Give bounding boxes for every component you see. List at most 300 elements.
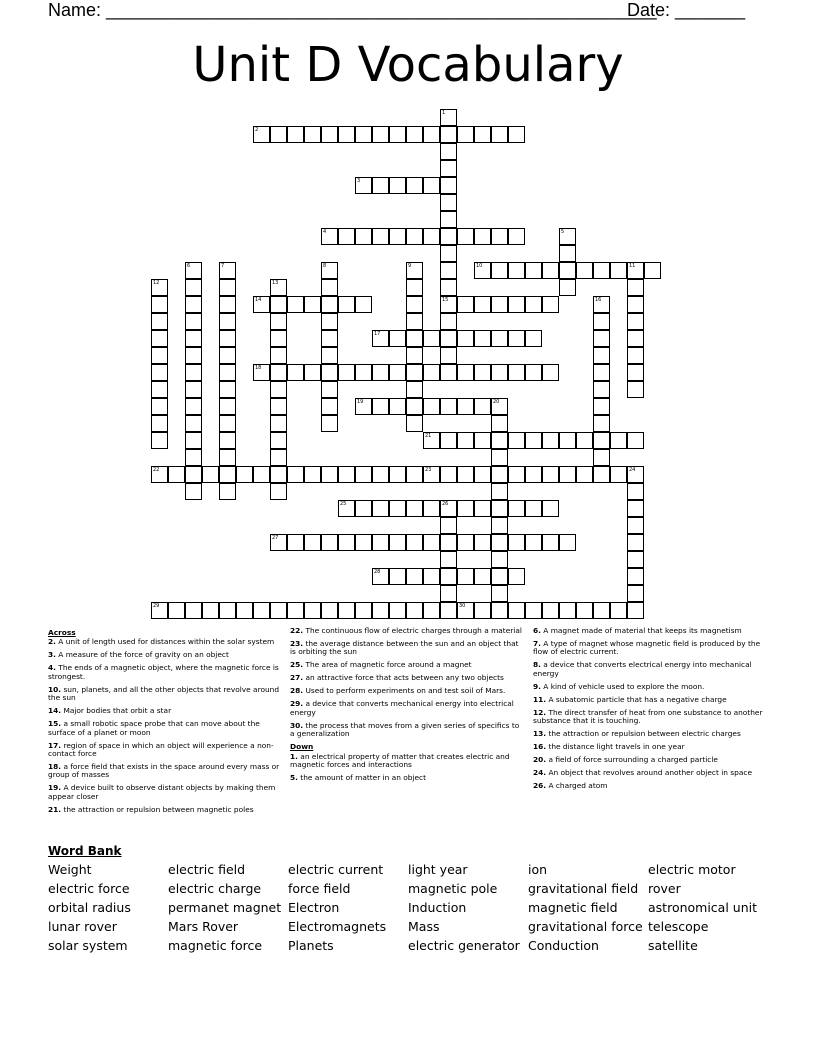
grid-cell[interactable] [474, 432, 491, 449]
grid-cell[interactable] [559, 245, 576, 262]
grid-cell[interactable] [440, 160, 457, 177]
grid-cell[interactable] [321, 279, 338, 296]
grid-cell[interactable] [491, 262, 508, 279]
grid-cell[interactable] [185, 483, 202, 500]
grid-cell[interactable] [372, 126, 389, 143]
grid-cell[interactable] [270, 296, 287, 313]
grid-cell[interactable] [338, 602, 355, 619]
grid-cell[interactable] [321, 228, 338, 245]
grid-cell[interactable] [627, 534, 644, 551]
grid-cell[interactable] [627, 330, 644, 347]
grid-cell[interactable] [491, 228, 508, 245]
grid-cell[interactable] [440, 347, 457, 364]
grid-cell[interactable] [406, 534, 423, 551]
grid-cell[interactable] [151, 313, 168, 330]
grid-cell[interactable] [270, 313, 287, 330]
grid-cell[interactable] [559, 432, 576, 449]
grid-cell[interactable] [508, 228, 525, 245]
grid-cell[interactable] [627, 364, 644, 381]
grid-cell[interactable] [542, 466, 559, 483]
grid-cell[interactable] [219, 466, 236, 483]
grid-cell[interactable] [440, 568, 457, 585]
grid-cell[interactable] [151, 432, 168, 449]
grid-cell[interactable] [457, 364, 474, 381]
grid-cell[interactable] [457, 296, 474, 313]
grid-cell[interactable] [627, 585, 644, 602]
grid-cell[interactable] [457, 534, 474, 551]
grid-cell[interactable] [185, 313, 202, 330]
grid-cell[interactable] [593, 364, 610, 381]
grid-cell[interactable] [593, 398, 610, 415]
grid-cell[interactable] [559, 602, 576, 619]
grid-cell[interactable] [491, 432, 508, 449]
grid-cell[interactable] [185, 449, 202, 466]
grid-cell[interactable] [202, 602, 219, 619]
grid-cell[interactable] [440, 126, 457, 143]
grid-cell[interactable] [508, 466, 525, 483]
grid-cell[interactable] [457, 500, 474, 517]
grid-cell[interactable] [338, 500, 355, 517]
grid-cell[interactable] [525, 296, 542, 313]
grid-cell[interactable] [627, 602, 644, 619]
grid-cell[interactable] [627, 313, 644, 330]
grid-cell[interactable] [168, 602, 185, 619]
grid-cell[interactable] [491, 551, 508, 568]
grid-cell[interactable] [185, 262, 202, 279]
grid-cell[interactable] [338, 466, 355, 483]
grid-cell[interactable] [559, 228, 576, 245]
grid-cell[interactable] [389, 228, 406, 245]
grid-cell[interactable] [406, 330, 423, 347]
grid-cell[interactable] [389, 398, 406, 415]
grid-cell[interactable] [321, 398, 338, 415]
grid-cell[interactable] [406, 126, 423, 143]
grid-cell[interactable] [304, 466, 321, 483]
grid-cell[interactable] [542, 364, 559, 381]
grid-cell[interactable] [270, 398, 287, 415]
grid-cell[interactable] [151, 415, 168, 432]
grid-cell[interactable] [542, 296, 559, 313]
grid-cell[interactable] [576, 262, 593, 279]
grid-cell[interactable] [321, 330, 338, 347]
grid-cell[interactable] [627, 500, 644, 517]
grid-cell[interactable] [185, 381, 202, 398]
grid-cell[interactable] [440, 500, 457, 517]
grid-cell[interactable] [151, 602, 168, 619]
grid-cell[interactable] [304, 296, 321, 313]
grid-cell[interactable] [253, 126, 270, 143]
grid-cell[interactable] [304, 126, 321, 143]
grid-cell[interactable] [576, 602, 593, 619]
grid-cell[interactable] [355, 364, 372, 381]
grid-cell[interactable] [219, 483, 236, 500]
grid-cell[interactable] [202, 466, 219, 483]
grid-cell[interactable] [372, 330, 389, 347]
grid-cell[interactable] [355, 602, 372, 619]
grid-cell[interactable] [185, 279, 202, 296]
grid-cell[interactable] [372, 177, 389, 194]
grid-cell[interactable] [304, 534, 321, 551]
grid-cell[interactable] [491, 483, 508, 500]
grid-cell[interactable] [389, 364, 406, 381]
grid-cell[interactable] [491, 585, 508, 602]
grid-cell[interactable] [457, 228, 474, 245]
grid-cell[interactable] [440, 585, 457, 602]
grid-cell[interactable] [491, 126, 508, 143]
grid-cell[interactable] [372, 500, 389, 517]
grid-cell[interactable] [236, 602, 253, 619]
grid-cell[interactable] [440, 279, 457, 296]
grid-cell[interactable] [270, 381, 287, 398]
grid-cell[interactable] [372, 568, 389, 585]
grid-cell[interactable] [406, 466, 423, 483]
grid-cell[interactable] [321, 364, 338, 381]
grid-cell[interactable] [457, 126, 474, 143]
grid-cell[interactable] [287, 602, 304, 619]
grid-cell[interactable] [270, 279, 287, 296]
grid-cell[interactable] [321, 466, 338, 483]
grid-cell[interactable] [287, 466, 304, 483]
grid-cell[interactable] [253, 602, 270, 619]
grid-cell[interactable] [627, 568, 644, 585]
grid-cell[interactable] [321, 296, 338, 313]
grid-cell[interactable] [270, 534, 287, 551]
grid-cell[interactable] [593, 262, 610, 279]
grid-cell[interactable] [440, 364, 457, 381]
grid-cell[interactable] [389, 330, 406, 347]
grid-cell[interactable] [406, 398, 423, 415]
grid-cell[interactable] [508, 262, 525, 279]
grid-cell[interactable] [491, 364, 508, 381]
grid-cell[interactable] [338, 126, 355, 143]
grid-cell[interactable] [287, 534, 304, 551]
grid-cell[interactable] [508, 364, 525, 381]
grid-cell[interactable] [457, 568, 474, 585]
grid-cell[interactable] [321, 347, 338, 364]
grid-cell[interactable] [338, 228, 355, 245]
grid-cell[interactable] [219, 313, 236, 330]
grid-cell[interactable] [474, 602, 491, 619]
grid-cell[interactable] [440, 109, 457, 126]
grid-cell[interactable] [508, 602, 525, 619]
grid-cell[interactable] [440, 313, 457, 330]
grid-cell[interactable] [185, 432, 202, 449]
grid-cell[interactable] [236, 466, 253, 483]
grid-cell[interactable] [406, 228, 423, 245]
grid-cell[interactable] [559, 534, 576, 551]
grid-cell[interactable] [423, 602, 440, 619]
grid-cell[interactable] [474, 500, 491, 517]
grid-cell[interactable] [406, 262, 423, 279]
grid-cell[interactable] [270, 432, 287, 449]
grid-cell[interactable] [253, 296, 270, 313]
grid-cell[interactable] [440, 534, 457, 551]
grid-cell[interactable] [423, 568, 440, 585]
grid-cell[interactable] [389, 177, 406, 194]
grid-cell[interactable] [321, 534, 338, 551]
grid-cell[interactable] [185, 602, 202, 619]
grid-cell[interactable] [406, 313, 423, 330]
grid-cell[interactable] [355, 296, 372, 313]
grid-cell[interactable] [219, 432, 236, 449]
grid-cell[interactable] [491, 449, 508, 466]
grid-cell[interactable] [270, 364, 287, 381]
grid-cell[interactable] [185, 296, 202, 313]
grid-cell[interactable] [440, 194, 457, 211]
grid-cell[interactable] [287, 296, 304, 313]
grid-cell[interactable] [355, 500, 372, 517]
grid-cell[interactable] [593, 347, 610, 364]
grid-cell[interactable] [355, 228, 372, 245]
grid-cell[interactable] [627, 432, 644, 449]
grid-cell[interactable] [219, 330, 236, 347]
grid-cell[interactable] [151, 398, 168, 415]
grid-cell[interactable] [474, 568, 491, 585]
grid-cell[interactable] [627, 483, 644, 500]
grid-cell[interactable] [593, 415, 610, 432]
grid-cell[interactable] [185, 466, 202, 483]
grid-cell[interactable] [406, 415, 423, 432]
grid-cell[interactable] [338, 364, 355, 381]
grid-cell[interactable] [440, 177, 457, 194]
grid-cell[interactable] [219, 262, 236, 279]
grid-cell[interactable] [287, 364, 304, 381]
grid-cell[interactable] [219, 602, 236, 619]
grid-cell[interactable] [525, 534, 542, 551]
grid-cell[interactable] [457, 466, 474, 483]
grid-cell[interactable] [627, 296, 644, 313]
grid-cell[interactable] [270, 602, 287, 619]
grid-cell[interactable] [372, 364, 389, 381]
grid-cell[interactable] [593, 602, 610, 619]
grid-cell[interactable] [508, 432, 525, 449]
grid-cell[interactable] [542, 602, 559, 619]
grid-cell[interactable] [321, 381, 338, 398]
grid-cell[interactable] [491, 398, 508, 415]
grid-cell[interactable] [542, 500, 559, 517]
grid-cell[interactable] [474, 398, 491, 415]
grid-cell[interactable] [610, 432, 627, 449]
grid-cell[interactable] [627, 347, 644, 364]
grid-cell[interactable] [593, 466, 610, 483]
grid-cell[interactable] [525, 602, 542, 619]
grid-cell[interactable] [593, 313, 610, 330]
grid-cell[interactable] [389, 126, 406, 143]
grid-cell[interactable] [270, 347, 287, 364]
grid-cell[interactable] [491, 415, 508, 432]
grid-cell[interactable] [593, 432, 610, 449]
grid-cell[interactable] [627, 262, 644, 279]
grid-cell[interactable] [440, 602, 457, 619]
grid-cell[interactable] [627, 517, 644, 534]
grid-cell[interactable] [457, 602, 474, 619]
grid-cell[interactable] [525, 330, 542, 347]
grid-cell[interactable] [321, 415, 338, 432]
grid-cell[interactable] [253, 466, 270, 483]
grid-cell[interactable] [508, 296, 525, 313]
grid-cell[interactable] [610, 466, 627, 483]
grid-cell[interactable] [508, 126, 525, 143]
grid-cell[interactable] [474, 126, 491, 143]
grid-cell[interactable] [423, 500, 440, 517]
grid-cell[interactable] [440, 398, 457, 415]
grid-cell[interactable] [304, 364, 321, 381]
grid-cell[interactable] [423, 126, 440, 143]
grid-cell[interactable] [457, 398, 474, 415]
grid-cell[interactable] [474, 534, 491, 551]
grid-cell[interactable] [423, 330, 440, 347]
grid-cell[interactable] [151, 330, 168, 347]
grid-cell[interactable] [627, 551, 644, 568]
grid-cell[interactable] [355, 126, 372, 143]
grid-cell[interactable] [219, 449, 236, 466]
grid-cell[interactable] [168, 466, 185, 483]
grid-cell[interactable] [219, 398, 236, 415]
grid-cell[interactable] [440, 143, 457, 160]
grid-cell[interactable] [253, 364, 270, 381]
grid-cell[interactable] [559, 262, 576, 279]
grid-cell[interactable] [406, 500, 423, 517]
grid-cell[interactable] [474, 262, 491, 279]
grid-cell[interactable] [491, 534, 508, 551]
grid-cell[interactable] [525, 500, 542, 517]
grid-cell[interactable] [440, 432, 457, 449]
grid-cell[interactable] [508, 568, 525, 585]
grid-cell[interactable] [372, 602, 389, 619]
grid-cell[interactable] [576, 432, 593, 449]
grid-cell[interactable] [406, 602, 423, 619]
grid-cell[interactable] [270, 449, 287, 466]
grid-cell[interactable] [270, 483, 287, 500]
grid-cell[interactable] [474, 466, 491, 483]
grid-cell[interactable] [151, 296, 168, 313]
grid-cell[interactable] [151, 466, 168, 483]
grid-cell[interactable] [491, 296, 508, 313]
grid-cell[interactable] [491, 466, 508, 483]
grid-cell[interactable] [151, 347, 168, 364]
grid-cell[interactable] [474, 364, 491, 381]
grid-cell[interactable] [270, 415, 287, 432]
grid-cell[interactable] [185, 398, 202, 415]
grid-cell[interactable] [389, 534, 406, 551]
grid-cell[interactable] [440, 228, 457, 245]
grid-cell[interactable] [389, 602, 406, 619]
grid-cell[interactable] [270, 330, 287, 347]
grid-cell[interactable] [627, 466, 644, 483]
grid-cell[interactable] [593, 296, 610, 313]
grid-cell[interactable] [440, 245, 457, 262]
grid-cell[interactable] [593, 381, 610, 398]
grid-cell[interactable] [389, 568, 406, 585]
grid-cell[interactable] [219, 364, 236, 381]
grid-cell[interactable] [627, 381, 644, 398]
grid-cell[interactable] [338, 296, 355, 313]
grid-cell[interactable] [508, 330, 525, 347]
grid-cell[interactable] [185, 347, 202, 364]
grid-cell[interactable] [321, 126, 338, 143]
grid-cell[interactable] [151, 364, 168, 381]
grid-cell[interactable] [491, 330, 508, 347]
grid-cell[interactable] [491, 568, 508, 585]
grid-cell[interactable] [627, 279, 644, 296]
grid-cell[interactable] [372, 228, 389, 245]
grid-cell[interactable] [559, 279, 576, 296]
grid-cell[interactable] [474, 296, 491, 313]
grid-cell[interactable] [185, 415, 202, 432]
grid-cell[interactable] [406, 296, 423, 313]
grid-cell[interactable] [440, 517, 457, 534]
grid-cell[interactable] [542, 432, 559, 449]
grid-cell[interactable] [440, 296, 457, 313]
grid-cell[interactable] [576, 466, 593, 483]
grid-cell[interactable] [270, 466, 287, 483]
grid-cell[interactable] [355, 177, 372, 194]
grid-cell[interactable] [423, 364, 440, 381]
grid-cell[interactable] [372, 534, 389, 551]
grid-cell[interactable] [474, 330, 491, 347]
grid-cell[interactable] [440, 262, 457, 279]
grid-cell[interactable] [440, 466, 457, 483]
grid-cell[interactable] [406, 177, 423, 194]
grid-cell[interactable] [593, 330, 610, 347]
grid-cell[interactable] [406, 364, 423, 381]
grid-cell[interactable] [406, 381, 423, 398]
grid-cell[interactable] [219, 279, 236, 296]
grid-cell[interactable] [508, 500, 525, 517]
grid-cell[interactable] [525, 466, 542, 483]
grid-cell[interactable] [406, 568, 423, 585]
grid-cell[interactable] [338, 534, 355, 551]
grid-cell[interactable] [423, 177, 440, 194]
grid-cell[interactable] [610, 262, 627, 279]
grid-cell[interactable] [355, 466, 372, 483]
grid-cell[interactable] [321, 313, 338, 330]
grid-cell[interactable] [457, 330, 474, 347]
grid-cell[interactable] [525, 432, 542, 449]
grid-cell[interactable] [525, 262, 542, 279]
grid-cell[interactable] [151, 381, 168, 398]
grid-cell[interactable] [423, 466, 440, 483]
grid-cell[interactable] [372, 466, 389, 483]
grid-cell[interactable] [440, 330, 457, 347]
grid-cell[interactable] [491, 500, 508, 517]
grid-cell[interactable] [423, 398, 440, 415]
grid-cell[interactable] [593, 449, 610, 466]
grid-cell[interactable] [219, 381, 236, 398]
grid-cell[interactable] [440, 211, 457, 228]
grid-cell[interactable] [525, 364, 542, 381]
grid-cell[interactable] [423, 534, 440, 551]
grid-cell[interactable] [423, 432, 440, 449]
grid-cell[interactable] [219, 296, 236, 313]
grid-cell[interactable] [372, 398, 389, 415]
grid-cell[interactable] [304, 602, 321, 619]
grid-cell[interactable] [457, 432, 474, 449]
grid-cell[interactable] [610, 602, 627, 619]
grid-cell[interactable] [219, 415, 236, 432]
grid-cell[interactable] [644, 262, 661, 279]
grid-cell[interactable] [151, 279, 168, 296]
grid-cell[interactable] [389, 500, 406, 517]
grid-cell[interactable] [355, 398, 372, 415]
grid-cell[interactable] [389, 466, 406, 483]
grid-cell[interactable] [542, 262, 559, 279]
grid-cell[interactable] [270, 126, 287, 143]
grid-cell[interactable] [440, 551, 457, 568]
grid-cell[interactable] [219, 347, 236, 364]
grid-cell[interactable] [185, 330, 202, 347]
grid-cell[interactable] [491, 517, 508, 534]
